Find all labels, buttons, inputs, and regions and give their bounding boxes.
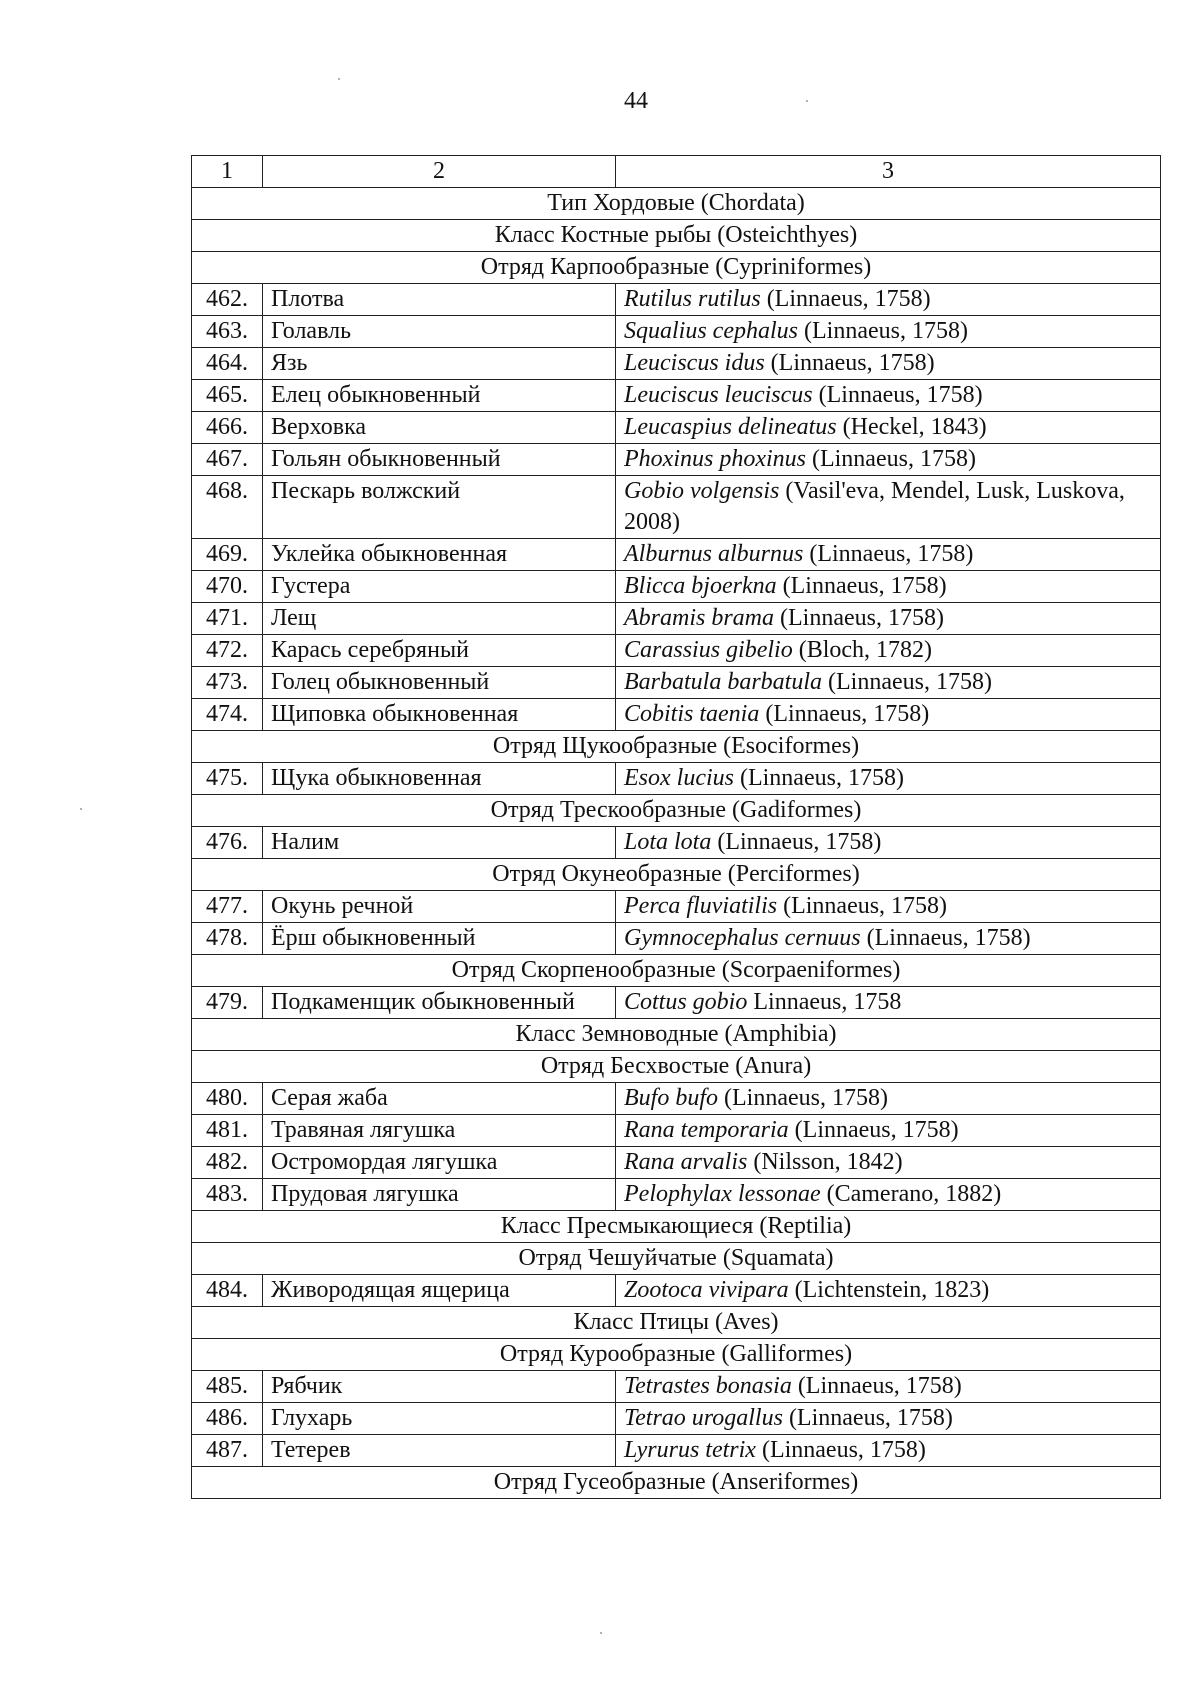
table-row	[192, 827, 1161, 859]
common-name: Подкаменщик обыкновенный	[263, 987, 616, 1019]
taxon-author: (Linnaeus, 1758)	[759, 701, 930, 727]
taxon-author: (Camerano, 1882)	[820, 1181, 1002, 1207]
common-name: Плотва	[263, 284, 616, 316]
species-number: 486.	[192, 1403, 263, 1435]
taxon-author: (Linnaeus, 1758)	[782, 1405, 953, 1431]
species-number: 476.	[192, 827, 263, 859]
table-row	[192, 571, 1161, 603]
latin-name-cell	[616, 380, 1161, 412]
common-name: Голавль	[263, 316, 616, 348]
latin-name: Phoxinus phoxinus	[624, 446, 806, 472]
latin-name-cell	[616, 1275, 1161, 1307]
latin-name: Lyrurus tetrix	[624, 1437, 756, 1463]
common-name: Верховка	[263, 412, 616, 444]
latin-name-cell	[616, 284, 1161, 316]
species-number: 462.	[192, 284, 263, 316]
group-heading-row	[192, 859, 1161, 891]
scan-speck	[80, 808, 82, 810]
taxon-author: (Nilsson, 1842)	[747, 1149, 903, 1175]
table-row	[192, 1403, 1161, 1435]
latin-name-cell	[616, 635, 1161, 667]
common-name: Уклейка обыкновенная	[263, 539, 616, 571]
group-heading: Отряд Щукообразные (Esociformes)	[192, 731, 1161, 763]
group-heading: Отряд Окунеобразные (Perciformes)	[192, 859, 1161, 891]
latin-name: Tetrastes bonasia	[624, 1373, 792, 1399]
group-heading: Отряд Карпообразные (Cypriniformes)	[192, 252, 1161, 284]
latin-name: Esox lucius	[624, 765, 734, 791]
species-number: 480.	[192, 1083, 263, 1115]
table-row	[192, 763, 1161, 795]
latin-name: Gymnocephalus cernuus	[624, 925, 861, 951]
taxon-author: (Linnaeus, 1758)	[812, 382, 983, 408]
latin-name: Leuciscus leuciscus	[624, 382, 813, 408]
species-number: 481.	[192, 1115, 263, 1147]
latin-name: Abramis brama	[624, 605, 775, 631]
taxon-author: (Linnaeus, 1758)	[760, 286, 931, 312]
group-heading: Отряд Гусеобразные (Anseriformes)	[192, 1467, 1161, 1499]
common-name: Живородящая ящерица	[263, 1275, 616, 1307]
species-number: 478.	[192, 923, 263, 955]
taxon-author: (Linnaeus, 1758)	[718, 1085, 888, 1111]
taxon-author: (Linnaeus, 1758)	[805, 446, 976, 472]
table-row	[192, 987, 1161, 1019]
table-row	[192, 539, 1161, 571]
latin-name-cell	[616, 987, 1161, 1019]
latin-name: Bufo bufo	[624, 1085, 718, 1111]
table-row	[192, 412, 1161, 444]
species-number: 468.	[192, 476, 263, 539]
table-row	[192, 444, 1161, 476]
group-heading-row	[192, 1467, 1161, 1499]
group-heading-row	[192, 1307, 1161, 1339]
latin-name-cell	[616, 1435, 1161, 1467]
scan-speck	[806, 100, 808, 102]
group-heading-row	[192, 1019, 1161, 1051]
species-number: 479.	[192, 987, 263, 1019]
table-row	[192, 667, 1161, 699]
latin-name-cell	[616, 444, 1161, 476]
latin-name: Barbatula barbatula	[624, 669, 823, 695]
table-row	[192, 284, 1161, 316]
latin-name: Cobitis taenia	[624, 701, 760, 727]
taxon-author: Linnaeus, 1758	[747, 989, 902, 1015]
table-row	[192, 635, 1161, 667]
taxon-author: (Linnaeus, 1758)	[788, 1117, 959, 1143]
header-col-3: 3	[616, 156, 1161, 188]
group-heading: Класс Пресмыкающиеся (Reptilia)	[192, 1211, 1161, 1243]
latin-name-cell	[616, 316, 1161, 348]
latin-name-cell	[616, 348, 1161, 380]
group-heading: Отряд Чешуйчатые (Squamata)	[192, 1243, 1161, 1275]
taxon-author: (Linnaeus, 1758)	[755, 1437, 926, 1463]
group-heading-row	[192, 252, 1161, 284]
group-heading-row	[192, 1339, 1161, 1371]
latin-name: Rana temporaria	[624, 1117, 789, 1143]
latin-name-cell	[616, 571, 1161, 603]
common-name: Ёрш обыкновенный	[263, 923, 616, 955]
latin-name: Gobio volgensis	[624, 478, 780, 504]
latin-name-cell	[616, 539, 1161, 571]
species-number: 474.	[192, 699, 263, 731]
table-row	[192, 1179, 1161, 1211]
group-heading-row	[192, 731, 1161, 763]
page-number: 44	[624, 88, 648, 114]
common-name: Язь	[263, 348, 616, 380]
latin-name-cell	[616, 1179, 1161, 1211]
species-number: 487.	[192, 1435, 263, 1467]
table-row	[192, 891, 1161, 923]
common-name: Травяная лягушка	[263, 1115, 616, 1147]
group-heading: Отряд Трескообразные (Gadiformes)	[192, 795, 1161, 827]
table-row	[192, 316, 1161, 348]
latin-name-cell	[616, 476, 1161, 539]
latin-name: Perca fluviatilis	[624, 893, 778, 919]
group-heading-row	[192, 220, 1161, 252]
species-number: 467.	[192, 444, 263, 476]
species-number: 472.	[192, 635, 263, 667]
header-col-2: 2	[263, 156, 616, 188]
common-name: Лещ	[263, 603, 616, 635]
latin-name-cell	[616, 1371, 1161, 1403]
latin-name-cell	[616, 891, 1161, 923]
species-number: 463.	[192, 316, 263, 348]
common-name: Рябчик	[263, 1371, 616, 1403]
latin-name-cell	[616, 412, 1161, 444]
common-name: Гольян обыкновенный	[263, 444, 616, 476]
species-number: 477.	[192, 891, 263, 923]
species-number: 473.	[192, 667, 263, 699]
latin-name: Carassius gibelio	[624, 637, 793, 663]
latin-name: Zootoca vivipara	[624, 1277, 789, 1303]
group-heading: Отряд Скорпенообразные (Scorpaeniformes)	[192, 955, 1161, 987]
species-number: 475.	[192, 763, 263, 795]
species-number: 484.	[192, 1275, 263, 1307]
taxon-author: (Linnaeus, 1758)	[774, 605, 944, 631]
species-number: 469.	[192, 539, 263, 571]
common-name: Щиповка обыкновенная	[263, 699, 616, 731]
table-row	[192, 1435, 1161, 1467]
latin-name-cell	[616, 603, 1161, 635]
table-row	[192, 348, 1161, 380]
taxon-author: (Linnaeus, 1758)	[803, 541, 974, 567]
species-table	[191, 155, 1161, 1499]
taxon-author: (Linnaeus, 1758)	[764, 350, 935, 376]
latin-name: Leucaspius delineatus	[624, 414, 837, 440]
table-row	[192, 1147, 1161, 1179]
common-name: Щука обыкновенная	[263, 763, 616, 795]
group-heading: Класс Земноводные (Amphibia)	[192, 1019, 1161, 1051]
species-number: 470.	[192, 571, 263, 603]
group-heading-row	[192, 1243, 1161, 1275]
latin-name-cell	[616, 923, 1161, 955]
group-heading: Класс Птицы (Aves)	[192, 1307, 1161, 1339]
species-number: 471.	[192, 603, 263, 635]
table-row	[192, 1083, 1161, 1115]
table-header-row	[192, 156, 1161, 188]
species-number: 483.	[192, 1179, 263, 1211]
common-name: Пескарь волжский	[263, 476, 616, 539]
species-number: 464.	[192, 348, 263, 380]
taxon-author: (Linnaeus, 1758)	[776, 573, 947, 599]
scan-speck	[338, 78, 340, 80]
taxon-author: (Heckel, 1843)	[836, 414, 987, 440]
group-heading: Тип Хордовые (Chordata)	[192, 188, 1161, 220]
group-heading: Класс Костные рыбы (Osteichthyes)	[192, 220, 1161, 252]
table-row	[192, 1371, 1161, 1403]
species-number: 466.	[192, 412, 263, 444]
latin-name: Pelophylax lessonae	[624, 1181, 821, 1207]
common-name: Густера	[263, 571, 616, 603]
species-number: 485.	[192, 1371, 263, 1403]
taxon-author: (Linnaeus, 1758)	[777, 893, 948, 919]
common-name: Тетерев	[263, 1435, 616, 1467]
header-col-1: 1	[192, 156, 263, 188]
taxon-author: (Linnaeus, 1758)	[822, 669, 992, 695]
table-row	[192, 699, 1161, 731]
latin-name: Rana arvalis	[624, 1149, 748, 1175]
species-number: 465.	[192, 380, 263, 412]
latin-name: Tetrao urogallus	[624, 1405, 783, 1431]
common-name: Окунь речной	[263, 891, 616, 923]
latin-name: Blicca bjoerkna	[624, 573, 777, 599]
table-row	[192, 1275, 1161, 1307]
latin-name-cell	[616, 699, 1161, 731]
scan-speck	[600, 1632, 602, 1634]
latin-name: Rutilus rutilus	[624, 286, 761, 312]
taxon-author: (Lichtenstein, 1823)	[788, 1277, 990, 1303]
latin-name: Leuciscus idus	[624, 350, 765, 376]
common-name: Карась серебряный	[263, 635, 616, 667]
latin-name: Cottus gobio	[624, 989, 748, 1015]
latin-name-cell	[616, 763, 1161, 795]
group-heading: Отряд Курообразные (Galliformes)	[192, 1339, 1161, 1371]
common-name: Глухарь	[263, 1403, 616, 1435]
table-row	[192, 476, 1161, 539]
latin-name-cell	[616, 1083, 1161, 1115]
table-row	[192, 380, 1161, 412]
latin-name: Lota lota	[624, 829, 712, 855]
taxon-author: (Linnaeus, 1758)	[791, 1373, 962, 1399]
taxon-author: (Linnaeus, 1758)	[711, 829, 882, 855]
common-name: Серая жаба	[263, 1083, 616, 1115]
species-number: 482.	[192, 1147, 263, 1179]
latin-name: Squalius cephalus	[624, 318, 798, 344]
latin-name: Alburnus alburnus	[624, 541, 804, 567]
latin-name-cell	[616, 1147, 1161, 1179]
group-heading-row	[192, 1051, 1161, 1083]
common-name: Остромордая лягушка	[263, 1147, 616, 1179]
latin-name-cell	[616, 1403, 1161, 1435]
common-name: Голец обыкновенный	[263, 667, 616, 699]
taxon-author: (Linnaeus, 1758)	[860, 925, 1031, 951]
taxon-author: (Linnaeus, 1758)	[733, 765, 904, 791]
common-name: Елец обыкновенный	[263, 380, 616, 412]
common-name: Налим	[263, 827, 616, 859]
group-heading: Отряд Бесхвостые (Anura)	[192, 1051, 1161, 1083]
group-heading-row	[192, 1211, 1161, 1243]
table-row	[192, 923, 1161, 955]
table-row	[192, 1115, 1161, 1147]
group-heading-row	[192, 795, 1161, 827]
taxon-author: (Vasil'eva, Mendel, Lusk, Luskova, 2008)	[624, 478, 1125, 535]
latin-name-cell	[616, 827, 1161, 859]
latin-name-cell	[616, 667, 1161, 699]
group-heading-row	[192, 955, 1161, 987]
group-heading-row	[192, 188, 1161, 220]
latin-name-cell	[616, 1115, 1161, 1147]
table-row	[192, 603, 1161, 635]
common-name: Прудовая лягушка	[263, 1179, 616, 1211]
taxon-author: (Linnaeus, 1758)	[798, 318, 968, 344]
taxon-author: (Bloch, 1782)	[792, 637, 933, 663]
